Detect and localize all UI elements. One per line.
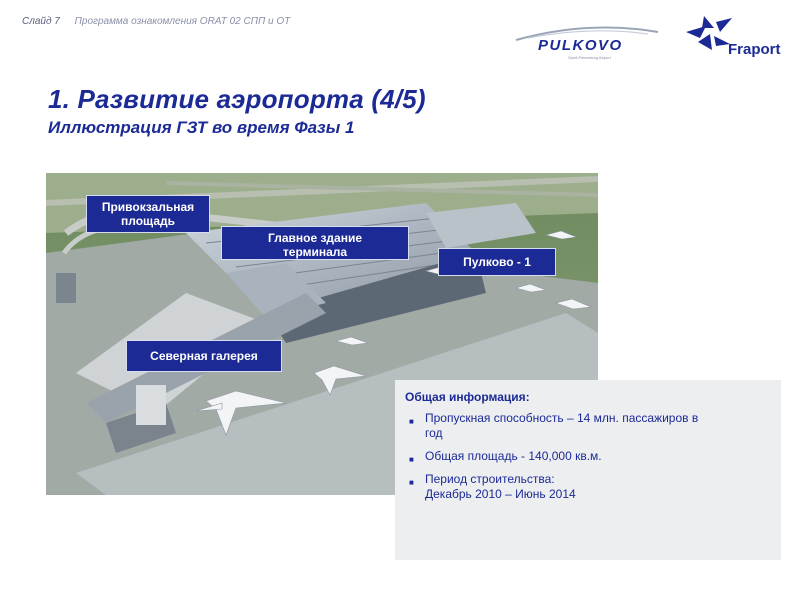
pulkovo-logo-text: PULKOVO (538, 37, 623, 54)
pulkovo-logo (508, 18, 668, 62)
label-north-gallery: Северная галерея (126, 340, 282, 372)
label-main-terminal (221, 226, 409, 260)
bullet-icon: ■ (409, 417, 414, 426)
slide-header (22, 16, 290, 27)
station-square-line1: Привокзальная (101, 200, 195, 214)
info-item-line1: Пропускная способность – 14 млн. пассажиров в (425, 411, 699, 425)
fraport-logo-text: Fraport (728, 41, 781, 58)
general-info-panel (395, 380, 781, 560)
label-station-square (86, 195, 210, 233)
main-terminal-line2: терминала (282, 245, 348, 259)
page-title: 1. Развитие аэропорта (4/5) (48, 84, 426, 114)
info-list (405, 411, 771, 502)
info-item-line2: год (425, 426, 443, 440)
info-item-line1: Общая площадь - 140,000 кв.м. (425, 449, 602, 463)
list-item (405, 449, 771, 464)
program-title: Программа ознакомления ORAT 02 СПП и ОТ (74, 16, 291, 27)
bullet-icon: ■ (409, 478, 414, 487)
info-item-line1: Период строительства: (425, 472, 555, 486)
info-title: Общая информация: (405, 390, 530, 404)
svg-text:Saint-Petersburg Airport: Saint-Petersburg Airport (568, 55, 611, 60)
main-terminal-line1: Главное здание (267, 231, 363, 245)
info-item-line2: Декабрь 2010 – Июнь 2014 (425, 487, 576, 501)
label-pulkovo-1: Пулково - 1 (438, 248, 556, 276)
station-square-line2: площадь (121, 214, 175, 228)
page-subtitle: Иллюстрация ГЗТ во время Фазы 1 (48, 118, 355, 137)
list-item (405, 472, 771, 502)
slide-number: Слайд 7 (22, 16, 60, 27)
bullet-icon: ■ (409, 455, 414, 464)
list-item (405, 411, 771, 441)
fraport-logo (680, 10, 792, 62)
